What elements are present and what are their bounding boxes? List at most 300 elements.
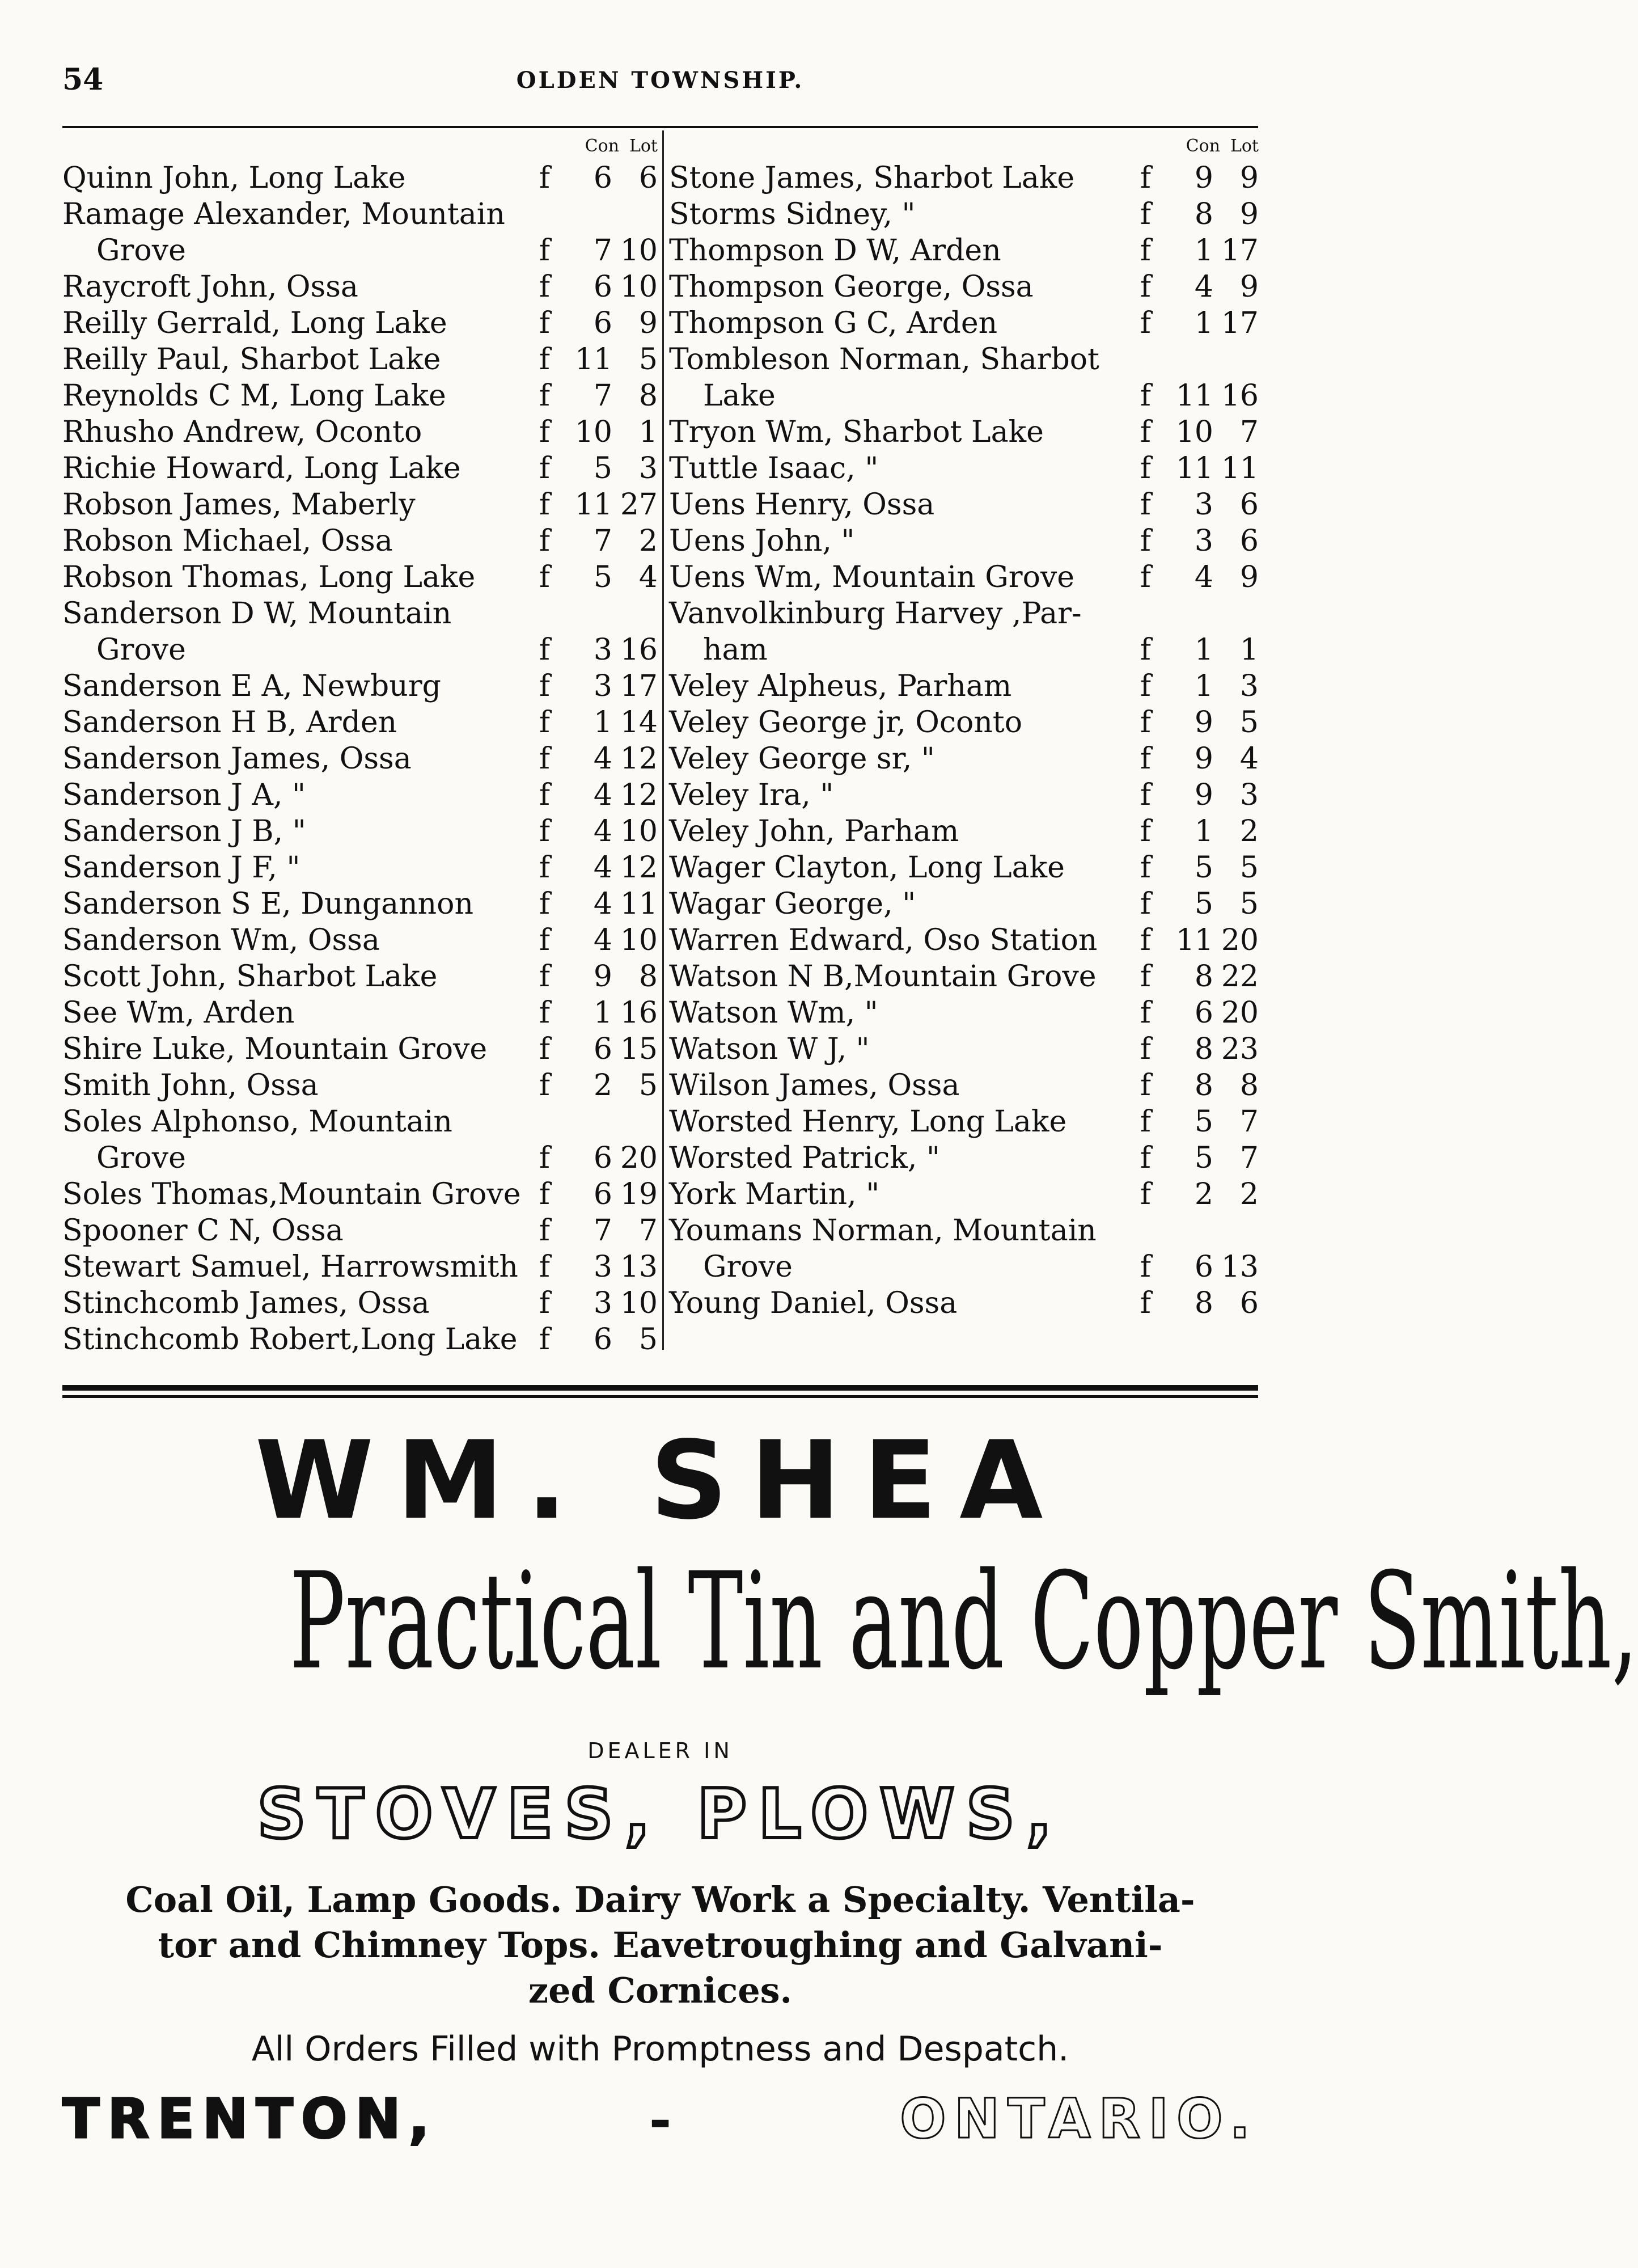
- freehold-mark: f: [539, 161, 550, 195]
- directory-entry: [669, 1140, 1259, 1176]
- section-rule: [62, 1385, 1258, 1404]
- directory-entry: [62, 414, 658, 450]
- entry-name: Soles Thomas,Mountain Grove: [62, 1177, 521, 1211]
- entry-name: Sanderson Wm, Ossa: [62, 923, 380, 957]
- entry-name: ham: [703, 633, 768, 667]
- entry-name: Tombleson Norman, Sharbot: [669, 343, 1099, 377]
- entry-name: Thompson G C, Arden: [669, 306, 998, 340]
- entry-name: Grove: [96, 1141, 186, 1175]
- right-entry-list: [669, 160, 1259, 1321]
- entry-name: Grove: [96, 633, 186, 667]
- lot-number: 9: [1239, 560, 1259, 594]
- concession-number: 8: [1194, 197, 1213, 231]
- freehold-mark: f: [539, 343, 550, 377]
- lot-number: 19: [620, 1177, 658, 1211]
- entry-name: Spooner C N, Ossa: [62, 1214, 344, 1248]
- entry-name: Smith John, Ossa: [62, 1068, 319, 1103]
- concession-number: 8: [1194, 1068, 1213, 1103]
- entry-name: Sanderson J F, ": [62, 851, 300, 885]
- entry-name: Warren Edward, Oso Station: [669, 923, 1098, 957]
- directory-entry: [669, 1213, 1259, 1249]
- freehold-mark: f: [539, 851, 550, 885]
- concession-number: 6: [593, 161, 612, 195]
- description-line: tor and Chimney Tops. Eavetroughing and Galvani-: [158, 1924, 1163, 1966]
- left-entry-list: [62, 160, 658, 1358]
- concession-number: 8: [1194, 1032, 1213, 1066]
- concession-number: 9: [1194, 742, 1213, 776]
- lot-number: 10: [620, 814, 658, 848]
- directory-entry: [62, 523, 658, 559]
- entry-name: Quinn John, Long Lake: [62, 161, 406, 195]
- concession-number: 5: [593, 560, 612, 594]
- directory-entry: [62, 1249, 658, 1285]
- directory-entry: [669, 1104, 1259, 1140]
- entry-name: Soles Alphonso, Mountain: [62, 1105, 452, 1139]
- concession-number: 2: [593, 1068, 612, 1103]
- lot-number: 12: [620, 851, 658, 885]
- entry-name: Veley Alpheus, Parham: [669, 669, 1012, 703]
- entry-name: Watson Wm, ": [669, 996, 878, 1030]
- lot-number: 13: [1221, 1250, 1259, 1284]
- directory-entry: [62, 741, 658, 777]
- concession-number: 4: [593, 851, 612, 885]
- freehold-mark: f: [1140, 1141, 1151, 1175]
- entry-name: Tryon Wm, Sharbot Lake: [669, 415, 1044, 449]
- lot-number: 17: [620, 669, 658, 703]
- directory-entry: [669, 233, 1259, 269]
- directory-entry: [669, 487, 1259, 523]
- directory-entry: [62, 378, 658, 414]
- freehold-mark: f: [539, 1032, 550, 1066]
- directory-entry: [669, 1249, 1259, 1285]
- page-number: 54: [62, 62, 104, 97]
- concession-number: 6: [1194, 1250, 1213, 1284]
- directory-entry: [62, 196, 658, 233]
- concession-number: 5: [1194, 851, 1213, 885]
- directory-entry: [669, 341, 1259, 378]
- freehold-mark: f: [1140, 1286, 1151, 1320]
- lot-number: 16: [620, 633, 658, 667]
- entry-name: Reilly Paul, Sharbot Lake: [62, 343, 441, 377]
- entry-name: Thompson D W, Arden: [669, 234, 1001, 268]
- lot-number: 10: [620, 270, 658, 304]
- freehold-mark: f: [1140, 560, 1151, 594]
- entry-name: Veley John, Parham: [669, 814, 959, 848]
- entry-name: Storms Sidney, ": [669, 197, 916, 231]
- freehold-mark: f: [1140, 197, 1151, 231]
- header-rule: [62, 126, 1258, 128]
- page-header: [62, 62, 1258, 102]
- column-header: [62, 130, 658, 160]
- directory-entry: [62, 1321, 658, 1358]
- lot-number: 9: [1239, 161, 1259, 195]
- directory-entry: [669, 850, 1259, 886]
- entry-name: Veley George sr, ": [669, 742, 935, 776]
- directory-entry: [669, 1176, 1259, 1213]
- concession-number: 3: [593, 669, 612, 703]
- lot-number: 1: [1239, 633, 1259, 667]
- directory-entry: [669, 414, 1259, 450]
- entry-name: Grove: [96, 234, 186, 268]
- freehold-mark: f: [1140, 306, 1151, 340]
- column-header: [669, 130, 1259, 160]
- lot-number: 6: [1239, 524, 1259, 558]
- concession-number: 1: [593, 996, 612, 1030]
- concession-number: 4: [593, 923, 612, 957]
- concession-number: 6: [593, 1323, 612, 1357]
- lot-number: 2: [1239, 1177, 1259, 1211]
- entry-name: Wagar George, ": [669, 887, 916, 921]
- directory-entry: [669, 632, 1259, 668]
- entry-name: Robson James, Maberly: [62, 488, 416, 522]
- directory-entry: [62, 1213, 658, 1249]
- directory-entry: [62, 704, 658, 741]
- entry-name: Scott John, Sharbot Lake: [62, 960, 438, 994]
- concession-number: 1: [1194, 669, 1213, 703]
- freehold-mark: f: [1140, 996, 1151, 1030]
- concession-number: 5: [1194, 1141, 1213, 1175]
- concession-number: 11: [1175, 451, 1213, 485]
- lot-number: 5: [1239, 887, 1259, 921]
- freehold-mark: f: [539, 1286, 550, 1320]
- directory-entry: [669, 1031, 1259, 1067]
- entry-name: Youmans Norman, Mountain: [669, 1214, 1097, 1248]
- entry-name: Sanderson J A, ": [62, 778, 306, 812]
- lot-number: 9: [1239, 270, 1259, 304]
- directory-entry: [62, 1067, 658, 1104]
- directory-entry: [62, 1031, 658, 1067]
- freehold-mark: f: [539, 996, 550, 1030]
- freehold-mark: f: [539, 560, 550, 594]
- lot-number: 6: [1239, 488, 1259, 522]
- lot-number: 2: [1239, 814, 1259, 848]
- lot-number: 14: [620, 706, 658, 740]
- directory-entry: [62, 1104, 658, 1140]
- lot-number: 22: [1221, 960, 1259, 994]
- freehold-mark: f: [1140, 960, 1151, 994]
- lot-number: 4: [1239, 742, 1259, 776]
- freehold-mark: f: [1140, 778, 1151, 812]
- description-line: Coal Oil, Lamp Goods. Dairy Work a Specialty. Ventila-: [125, 1879, 1195, 1920]
- lot-number: 12: [620, 778, 658, 812]
- directory-entry: [669, 523, 1259, 559]
- con-header: Con: [585, 136, 619, 156]
- freehold-mark: f: [1140, 524, 1151, 558]
- freehold-mark: f: [1140, 669, 1151, 703]
- entry-name: Ramage Alexander, Mountain: [62, 197, 505, 231]
- concession-number: 7: [593, 1214, 612, 1248]
- concession-number: 7: [593, 234, 612, 268]
- entry-name: Lake: [703, 379, 776, 413]
- entry-name: Robson Thomas, Long Lake: [62, 560, 476, 594]
- thin-rule: [62, 1395, 1258, 1398]
- lot-number: 5: [1239, 851, 1259, 885]
- concession-number: 8: [1194, 960, 1213, 994]
- concession-number: 11: [574, 343, 612, 377]
- province-name: ONTARIO.: [900, 2087, 1258, 2151]
- concession-number: 9: [593, 960, 612, 994]
- entry-name: Stewart Samuel, Harrowsmith: [62, 1250, 518, 1284]
- lot-number: 16: [620, 996, 658, 1030]
- directory-entry: [669, 741, 1259, 777]
- concession-number: 10: [574, 415, 612, 449]
- directory-entry: [669, 668, 1259, 704]
- lot-header: Lot: [1230, 136, 1259, 156]
- lot-number: 9: [1239, 197, 1259, 231]
- entry-name: Watson N B,Mountain Grove: [669, 960, 1097, 994]
- freehold-mark: f: [539, 1323, 550, 1357]
- con-header: Con: [1186, 136, 1220, 156]
- directory-entry: [669, 958, 1259, 995]
- lot-number: 8: [1239, 1068, 1259, 1103]
- directory-entry: [62, 886, 658, 922]
- concession-number: 1: [1194, 814, 1213, 848]
- right-column: [669, 130, 1259, 1321]
- lot-number: 10: [620, 234, 658, 268]
- concession-number: 6: [593, 1141, 612, 1175]
- lot-number: 11: [1221, 451, 1259, 485]
- freehold-mark: f: [539, 923, 550, 957]
- column-divider: [662, 130, 664, 1350]
- advertiser-name: WM. SHEA: [255, 1418, 1066, 1543]
- freehold-mark: f: [539, 814, 550, 848]
- directory-entry: [669, 995, 1259, 1031]
- dealer-label: DEALER IN: [587, 1738, 733, 1763]
- entry-name: Sanderson E A, Newburg: [62, 669, 441, 703]
- concession-number: 4: [1194, 560, 1213, 594]
- directory-entry: [62, 995, 658, 1031]
- freehold-mark: f: [539, 633, 550, 667]
- directory-entry: [62, 813, 658, 850]
- directory-entry: [669, 886, 1259, 922]
- entry-name: Uens Wm, Mountain Grove: [669, 560, 1075, 594]
- freehold-mark: f: [1140, 451, 1151, 485]
- directory-entry: [62, 559, 658, 595]
- entry-name: Watson W J, ": [669, 1032, 870, 1066]
- freehold-mark: f: [539, 1068, 550, 1103]
- directory-entry: [62, 1285, 658, 1321]
- freehold-mark: f: [1140, 1032, 1151, 1066]
- lot-number: 8: [638, 960, 658, 994]
- freehold-mark: f: [539, 706, 550, 740]
- lot-number: 8: [638, 379, 658, 413]
- orders-note: All Orders Filled with Promptness and Despatch.: [251, 2029, 1069, 2069]
- concession-number: 1: [593, 706, 612, 740]
- directory-entry: [62, 1140, 658, 1176]
- concession-number: 3: [1194, 488, 1213, 522]
- lot-number: 7: [1239, 415, 1259, 449]
- entry-name: Grove: [703, 1250, 793, 1284]
- directory-entry: [62, 450, 658, 487]
- concession-number: 5: [1194, 1105, 1213, 1139]
- lot-number: 27: [620, 488, 658, 522]
- lot-number: 17: [1221, 234, 1259, 268]
- entry-name: Worsted Henry, Long Lake: [669, 1105, 1067, 1139]
- freehold-mark: f: [539, 415, 550, 449]
- advertisement: [62, 1407, 1638, 2151]
- freehold-mark: f: [539, 306, 550, 340]
- concession-number: 1: [1194, 234, 1213, 268]
- concession-number: 5: [1194, 887, 1213, 921]
- entry-name: Wager Clayton, Long Lake: [669, 851, 1065, 885]
- lot-number: 16: [1221, 379, 1259, 413]
- lot-number: 5: [638, 1323, 658, 1357]
- lot-number: 13: [620, 1250, 658, 1284]
- lot-number: 3: [638, 451, 658, 485]
- freehold-mark: f: [1140, 379, 1151, 413]
- concession-number: 3: [1194, 524, 1213, 558]
- lot-number: 7: [1239, 1141, 1259, 1175]
- concession-number: 2: [1194, 1177, 1213, 1211]
- entry-name: Worsted Patrick, ": [669, 1141, 940, 1175]
- lot-number: 20: [1221, 996, 1259, 1030]
- directory-entry: [669, 160, 1259, 196]
- directory-entry: [669, 559, 1259, 595]
- concession-number: 11: [1175, 923, 1213, 957]
- lot-number: 20: [1221, 923, 1259, 957]
- entry-name: Young Daniel, Ossa: [669, 1286, 958, 1320]
- lot-number: 7: [1239, 1105, 1259, 1139]
- concession-number: 4: [1194, 270, 1213, 304]
- entry-name: Richie Howard, Long Lake: [62, 451, 461, 485]
- entry-name: Veley George jr, Oconto: [669, 706, 1023, 740]
- lot-number: 17: [1221, 306, 1259, 340]
- concession-number: 10: [1175, 415, 1213, 449]
- freehold-mark: f: [539, 524, 550, 558]
- freehold-mark: f: [539, 778, 550, 812]
- concession-number: 3: [593, 1250, 612, 1284]
- directory-entry: [62, 595, 658, 632]
- freehold-mark: f: [1140, 706, 1151, 740]
- entry-name: York Martin, ": [669, 1177, 880, 1211]
- entry-name: Veley Ira, ": [669, 778, 834, 812]
- concession-number: 5: [593, 451, 612, 485]
- directory-entry: [62, 632, 658, 668]
- directory-entry: [669, 704, 1259, 741]
- product-description: [62, 1877, 1258, 2013]
- lot-number: 5: [638, 343, 658, 377]
- freehold-mark: f: [539, 270, 550, 304]
- town-name: TRENTON,: [62, 2087, 438, 2151]
- thick-rule: [62, 1385, 1258, 1391]
- entry-name: Wilson James, Ossa: [669, 1068, 960, 1103]
- concession-number: 9: [1194, 706, 1213, 740]
- concession-number: 6: [593, 1177, 612, 1211]
- concession-number: 6: [593, 1032, 612, 1066]
- concession-number: 4: [593, 742, 612, 776]
- directory-columns: [62, 130, 1259, 1378]
- directory-entry: [669, 922, 1259, 958]
- lot-number: 7: [638, 1214, 658, 1248]
- directory-entry: [62, 341, 658, 378]
- lot-header: Lot: [629, 136, 658, 156]
- entry-name: Tuttle Isaac, ": [669, 451, 879, 485]
- entry-name: Stone James, Sharbot Lake: [669, 161, 1075, 195]
- directory-entry: [62, 160, 658, 196]
- freehold-mark: f: [1140, 1068, 1151, 1103]
- directory-entry: [62, 777, 658, 813]
- entry-name: Sanderson J B, ": [62, 814, 306, 848]
- concession-number: 7: [593, 379, 612, 413]
- location-separator: -: [649, 2087, 672, 2151]
- lot-number: 9: [638, 306, 658, 340]
- entry-name: Sanderson James, Ossa: [62, 742, 412, 776]
- description-line: zed Cornices.: [528, 1970, 793, 2011]
- entry-name: Vanvolkinburg Harvey ,Par-: [669, 597, 1082, 631]
- concession-number: 11: [574, 488, 612, 522]
- directory-entry: [62, 850, 658, 886]
- concession-number: 6: [593, 270, 612, 304]
- directory-entry: [62, 487, 658, 523]
- running-head: OLDEN TOWNSHIP.: [516, 67, 805, 94]
- freehold-mark: f: [539, 887, 550, 921]
- freehold-mark: f: [1140, 488, 1151, 522]
- concession-number: 11: [1175, 379, 1213, 413]
- freehold-mark: f: [539, 1214, 550, 1248]
- entry-name: Sanderson D W, Mountain: [62, 597, 452, 631]
- directory-entry: [669, 269, 1259, 305]
- left-column: [62, 130, 658, 1358]
- entry-name: Reynolds C M, Long Lake: [62, 379, 446, 413]
- directory-entry: [669, 196, 1259, 233]
- entry-name: Thompson George, Ossa: [669, 270, 1034, 304]
- lot-number: 20: [620, 1141, 658, 1175]
- lot-number: 4: [638, 560, 658, 594]
- concession-number: 9: [1194, 161, 1213, 195]
- entry-name: Stinchcomb Robert,Long Lake: [62, 1323, 518, 1357]
- lot-number: 12: [620, 742, 658, 776]
- directory-entry: [669, 378, 1259, 414]
- freehold-mark: f: [1140, 161, 1151, 195]
- entry-name: Sanderson S E, Dungannon: [62, 887, 473, 921]
- lot-number: 1: [638, 415, 658, 449]
- freehold-mark: f: [1140, 633, 1151, 667]
- lot-number: 2: [638, 524, 658, 558]
- lot-number: 10: [620, 923, 658, 957]
- entry-name: Reilly Gerrald, Long Lake: [62, 306, 447, 340]
- freehold-mark: f: [539, 1250, 550, 1284]
- directory-entry: [62, 922, 658, 958]
- directory-entry: [669, 1067, 1259, 1104]
- freehold-mark: f: [539, 960, 550, 994]
- lot-number: 15: [620, 1032, 658, 1066]
- concession-number: 6: [1194, 996, 1213, 1030]
- freehold-mark: f: [539, 451, 550, 485]
- freehold-mark: f: [1140, 234, 1151, 268]
- entry-name: See Wm, Arden: [62, 996, 295, 1030]
- freehold-mark: f: [539, 488, 550, 522]
- concession-number: 3: [593, 1286, 612, 1320]
- entry-name: Sanderson H B, Arden: [62, 706, 397, 740]
- freehold-mark: f: [1140, 1177, 1151, 1211]
- entry-name: Robson Michael, Ossa: [62, 524, 393, 558]
- freehold-mark: f: [539, 234, 550, 268]
- freehold-mark: f: [539, 379, 550, 413]
- directory-entry: [62, 668, 658, 704]
- concession-number: 6: [593, 306, 612, 340]
- freehold-mark: f: [1140, 415, 1151, 449]
- lot-number: 10: [620, 1286, 658, 1320]
- freehold-mark: f: [1140, 923, 1151, 957]
- concession-number: 9: [1194, 778, 1213, 812]
- entry-name: Raycroft John, Ossa: [62, 270, 358, 304]
- products-heading: STOVES, PLOWS,: [257, 1775, 1064, 1854]
- entry-name: Stinchcomb James, Ossa: [62, 1286, 430, 1320]
- freehold-mark: f: [1140, 1105, 1151, 1139]
- directory-entry: [62, 958, 658, 995]
- concession-number: 4: [593, 814, 612, 848]
- entry-name: Uens John, ": [669, 524, 855, 558]
